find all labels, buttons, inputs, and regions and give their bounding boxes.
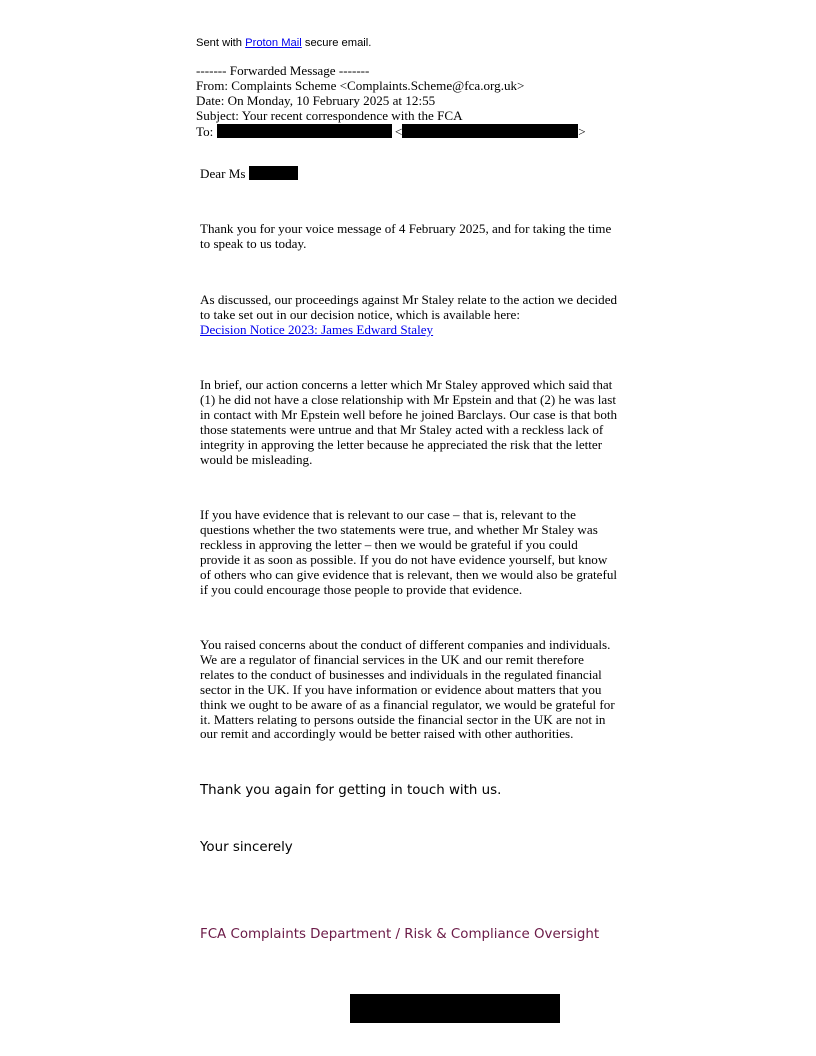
from-line [196, 79, 586, 94]
proton-mail-link[interactable]: Proton Mail [245, 37, 302, 49]
subject-value: Your recent correspondence with the FCA [241, 107, 463, 123]
to-label: To: [196, 123, 214, 139]
to-line [196, 124, 586, 140]
date-line [196, 94, 586, 109]
subject-line [196, 109, 586, 124]
signoff: Your sincerely [200, 840, 293, 855]
to-open-bracket: < [394, 123, 403, 139]
department-signature: FCA Complaints Department / Risk & Compliance Oversight [200, 927, 600, 942]
subject-label: Subject: [196, 107, 239, 123]
to-close-bracket: > [578, 123, 586, 139]
paragraph-in-brief: In brief, our action concerns a letter which Mr Staley approved which said that (1) he did not have a close relationship with Mr Epstein and that (2) he was last in contact with Mr Epstein well before he joined Barclays. Our case is that both those statements were untrue and that Mr Staley acted with a reckless lack of integrity in approving the letter because he appreciated the risk that the letter would be misleading. [200, 377, 618, 467]
redacted-recipient-name [217, 124, 392, 138]
from-label: From: [196, 77, 229, 93]
redacted-footer-block [350, 994, 560, 1023]
decision-notice-text: As discussed, our proceedings against Mr Staley relate to the action we decided to take set out in our decision notice, which is available here: [200, 292, 618, 322]
salutation-text: Dear Ms [200, 166, 246, 181]
thanks-line: Thank you again for getting in touch with us. [200, 783, 502, 798]
sent-with-suffix: secure email. [304, 37, 372, 49]
paragraph-evidence: If you have evidence that is relevant to our case – that is, relevant to the questions whether the two statements were true, and whether Mr Staley was reckless in approving the letter – then we would be grateful if you could provide it as soon as possible. If you do not have evidence yourself, but know of others who can give evidence that is relevant, then we would also be grateful if you could encourage those people to provide that evidence. [200, 507, 618, 597]
paragraph-decision-notice [200, 293, 618, 338]
sent-with-prefix: Sent with [196, 37, 243, 49]
sent-with-line [196, 37, 371, 49]
redacted-recipient-email [402, 124, 578, 138]
forward-title: ------- Forwarded Message ------- [196, 63, 370, 78]
date-value: On Monday, 10 February 2025 at 12:55 [227, 92, 436, 108]
paragraph-voice-message: Thank you for your voice message of 4 February 2025, and for taking the time to speak to us today. [200, 221, 612, 251]
salutation [200, 166, 298, 182]
from-value: Complaints Scheme <Complaints.Scheme@fca.org.uk> [231, 77, 525, 93]
date-label: Date: [196, 92, 225, 108]
decision-notice-link[interactable]: Decision Notice 2023: James Edward Staley [200, 321, 434, 337]
paragraph-remit: You raised concerns about the conduct of different companies and individuals. We are a regulator of financial services in the UK and our remit therefore relates to the conduct of businesses and individuals in the regulated financial sector in the UK. If you have information or evidence about matters that you think we ought to be aware of as a financial regulator, we would be grateful for it. Matters relating to persons outside the financial sector in the UK are not in our remit and accordingly would be better raised with other authorities. [200, 637, 615, 742]
redacted-surname [249, 166, 298, 180]
forward-header [196, 64, 586, 140]
